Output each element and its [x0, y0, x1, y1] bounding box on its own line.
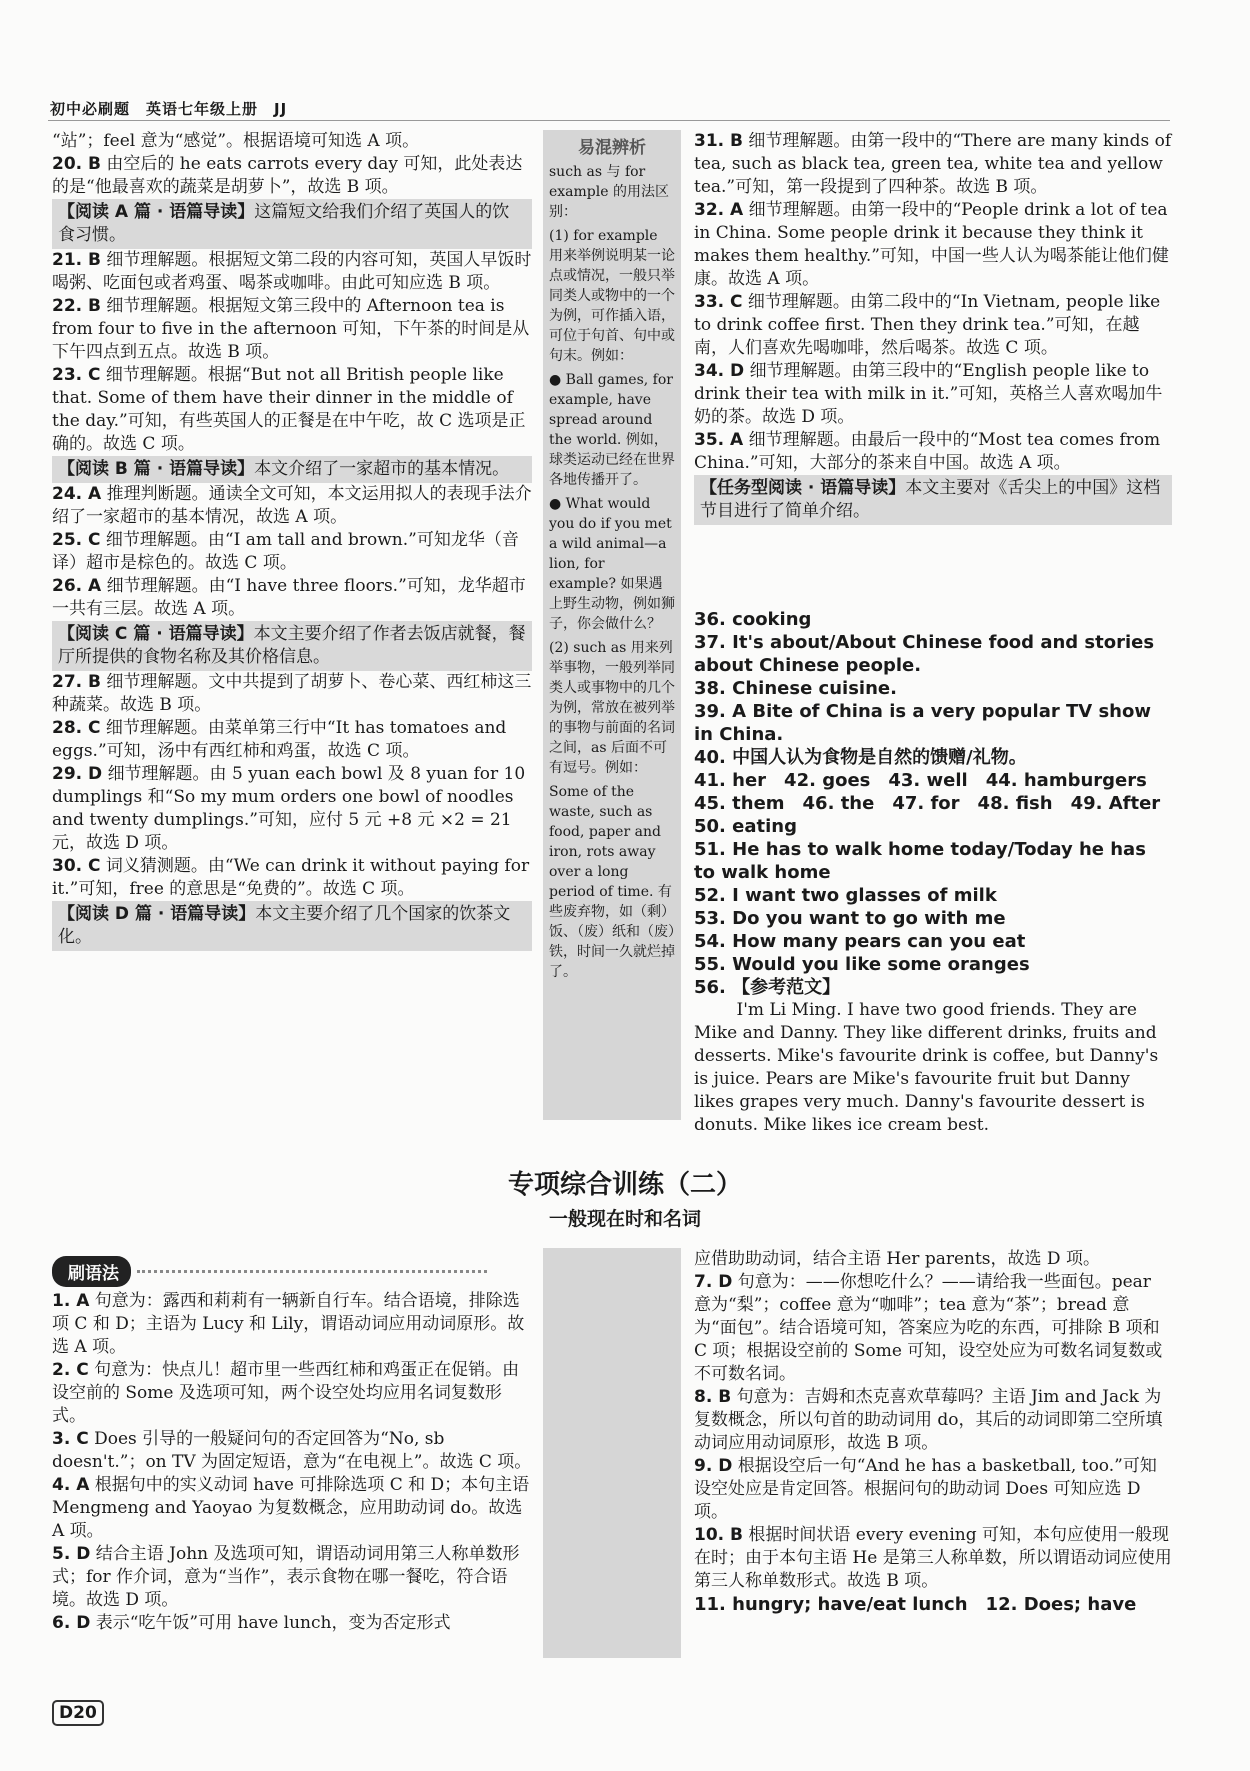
passage-guide	[52, 199, 532, 249]
answer-number: 25. C	[52, 530, 101, 550]
fill-answers	[694, 608, 1172, 1137]
badge-divider	[137, 1270, 487, 1273]
answer-item	[52, 1290, 532, 1359]
answer-number: 33. C	[694, 292, 743, 312]
sidebar-note	[543, 130, 681, 1120]
right-column-top	[694, 130, 1172, 525]
answer-item	[694, 360, 1172, 429]
answer-item	[52, 153, 532, 199]
answer-number: 30. C	[52, 856, 101, 876]
answer-number: 27. B	[52, 672, 101, 692]
sidebar-paragraph: ● Ball games, for example, have spread around the world. 例如，球类运动已经在世界各地传播开了。	[549, 372, 675, 488]
answer-number: 34. D	[694, 361, 745, 381]
guide-label: 【阅读 C 篇 · 语篇导读】	[58, 624, 254, 644]
fill-answer: 55. Would you like some oranges	[694, 954, 1030, 975]
sidebar-paragraph: ● What would you do if you met a wild animal—a lion, for example? 如果遇上野生动物，例如狮子，你会做什么？	[549, 496, 675, 632]
fill-answer: 56. 【参考范文】	[694, 977, 841, 998]
answer-item	[52, 1428, 532, 1474]
fill-answer-last: 11. hungry; have/eat lunch 12. Does; have	[694, 1594, 1137, 1615]
fill-answer: 54. How many pears can you eat	[694, 931, 1026, 952]
answer-text: 细节理解题。文中共提到了胡萝卜、卷心菜、西红柿这三种蔬菜。故选 B 项。	[52, 672, 532, 715]
guide-label: 【阅读 B 篇 · 语篇导读】	[58, 459, 255, 479]
answer-text: Does 引导的一般疑问句的否定回答为“No, sb doesn't.”；on TV 为固定短语，意为“在电视上”。故选 C 项。	[52, 1429, 532, 1472]
answer-text: 句意为：——你想吃什么？——请给我一些面包。pear 意为“梨”；coffee 意为“咖啡”；tea 意为“茶”；bread 意为“面包”。结合语境可知，答案应为吃的东西，可排除 B 项和 C 项；根据设空前的 Some 可知，设空处应为可数名词复数或不可数名词。	[694, 1272, 1163, 1384]
answer-text: 细节理解题。由第一段中的“People drink a lot of tea in China. Some people drink it because they think it makes them healthy.”可知，中国一些人认为喝茶能让他们健康。故选 A 项。	[694, 200, 1169, 289]
left-column-top	[52, 130, 532, 951]
answer-item	[694, 1248, 1172, 1271]
answer-text: “站”；feel 意为“感觉”。根据语境可知选 A 项。	[52, 131, 420, 151]
right-column-bottom	[694, 1248, 1172, 1616]
answer-item	[52, 364, 532, 456]
answer-item	[52, 855, 532, 901]
left-column-bottom	[52, 1290, 532, 1635]
answer-number: 35. A	[694, 430, 744, 450]
answer-item	[52, 529, 532, 575]
answer-text: 这篇短文给我们介绍了英国人的饮食习惯。	[58, 202, 510, 245]
passage-guide	[52, 621, 532, 671]
answer-number: 29. D	[52, 764, 103, 784]
answer-text: 细节理解题。由“I am tall and brown.”可知龙华（音译）超市是棕色的。故选 C 项。	[52, 530, 519, 573]
sidebar-blank	[543, 1248, 681, 1658]
sidebar-paragraph: such as 与 for example 的用法区别：	[549, 164, 669, 220]
answer-number: 31. B	[694, 131, 743, 151]
answer-number: 7. D	[694, 1272, 733, 1292]
answer-text: 细节理解题。由第二段中的“In Vietnam, people like to drink coffee first. Then they drink tea.”可知，在越南，人们喜欢先喝咖啡，然后喝茶。故选 C 项。	[694, 292, 1161, 358]
answer-number: 9. D	[694, 1456, 733, 1476]
answer-text: 应借助助动词，结合主语 Her parents，故选 D 项。	[694, 1249, 1100, 1269]
answer-item	[52, 717, 532, 763]
sidebar-title: 易混辨析	[578, 138, 646, 158]
fill-answer: 40. 中国人认为食物是自然的馈赠/礼物。	[694, 747, 1027, 768]
answer-number: 3. C	[52, 1429, 89, 1449]
essay: I'm Li Ming. I have two good friends. They are Mike and Danny. They like different drinks, fruits and desserts. Mike's favourite drink is coffee, but Danny's is juice. Pears are Mike's favourite fruit but Danny likes grapes very much. Danny's favourite dessert is donuts. Mike likes ice cream best.	[694, 1000, 1159, 1135]
answer-text: 根据设空后一句“And he has a basketball, too.”可知设空处应是肯定回答。根据问句的助动词 Does 可知应选 D 项。	[694, 1456, 1157, 1522]
answer-number: 1. A	[52, 1291, 90, 1311]
answer-text: 由空后的 he eats carrots every day 可知，此处表达的是“他最喜欢的蔬菜是胡萝卜”，故选 B 项。	[52, 154, 523, 197]
answer-text: 推理判断题。通读全文可知，本文运用拟人的表现手法介绍了一家超市的基本情况，故选 A 项。	[52, 484, 532, 527]
answer-number: 2. C	[52, 1360, 89, 1380]
answer-text: 句意为：吉姆和杰克喜欢草莓吗？主语 Jim and Jack 为复数概念，所以句首的助动词用 do，其后的动词即第二空所填动词应用动词原形，故选 B 项。	[694, 1387, 1163, 1453]
answer-item	[694, 291, 1172, 360]
answer-text: 细节理解题。根据“But not all British people like that. Some of them have their dinner in the middle of the day.”可知，有些英国人的正餐是在中午吃，故 C 选项是正确的。故选 C 项。	[52, 365, 526, 454]
fill-answer: 37. It's about/About Chinese food and stories about Chinese people.	[694, 632, 1155, 676]
answer-item	[694, 1524, 1172, 1593]
fill-answer: 39. A Bite of China is a very popular TV show in China.	[694, 701, 1151, 745]
fill-answer: 52. I want two glasses of milk	[694, 885, 997, 906]
answer-item	[694, 1386, 1172, 1455]
answer-item	[694, 199, 1172, 291]
answer-item	[694, 429, 1172, 475]
answer-text: 细节理解题。由 5 yuan each bowl 及 8 yuan for 10 dumplings 和“So my mum orders one bowl of noodles and twenty dumplings.”可知，应付 5 元 +8 元 ×2 = 21 元，故选 D 项。	[52, 764, 526, 853]
section-subtitle: 一般现在时和名词	[548, 1208, 701, 1230]
answer-number: 20. B	[52, 154, 101, 174]
answer-text: 细节理解题。由第一段中的“There are many kinds of tea, such as black tea, green tea, white tea and yellow tea.”可知，第一段提到了四种茶。故选 B 项。	[694, 131, 1172, 197]
grammar-badge	[52, 1256, 487, 1287]
guide-label: 【任务型阅读 · 语篇导读】	[700, 478, 906, 498]
answer-number: 26. A	[52, 576, 102, 596]
answer-text: 本文主要介绍了几个国家的饮茶文化。	[58, 904, 511, 947]
answer-number: 23. C	[52, 365, 101, 385]
answer-item	[52, 483, 532, 529]
sidebar-paragraph: (2) such as 用来列举事物，一般列举同类人或事物中的几个为例，常放在被列举的事物与前面的名词之间，as 后面不可有逗号。例如：	[549, 640, 675, 776]
fill-answer: 38. Chinese cuisine.	[694, 678, 897, 699]
answer-number: 32. A	[694, 200, 744, 220]
answer-item	[52, 575, 532, 621]
page-number: D20	[52, 1700, 104, 1726]
answer-item	[52, 763, 532, 855]
answer-number: 5. D	[52, 1544, 91, 1564]
fill-answer: 36. cooking	[694, 609, 812, 630]
answer-item	[52, 671, 532, 717]
answer-text: 细节理解题。由第三段中的“English people like to drink their tea with milk in it.”可知，英格兰人喜欢喝加牛奶的茶。故选 D 项。	[694, 361, 1163, 427]
sidebar-body	[549, 162, 675, 982]
badge-label: 刷语法	[52, 1256, 131, 1287]
answer-number: 8. B	[694, 1387, 732, 1407]
guide-label: 【阅读 D 篇 · 语篇导读】	[58, 904, 256, 924]
passage-guide	[694, 475, 1172, 525]
answer-number: 21. B	[52, 250, 101, 270]
guide-label: 【阅读 A 篇 · 语篇导读】	[58, 202, 255, 222]
page-header: 初中必刷题 英语七年级上册 JJ	[50, 100, 288, 118]
answer-item	[52, 1612, 532, 1635]
answer-text: 细节理解题。根据短文第三段中的 Afternoon tea is from four to five in the afternoon 可知，下午茶的时间是从下午四点到五点。故选 B 项。	[52, 296, 530, 362]
answer-number: 4. A	[52, 1475, 90, 1495]
answer-text: 句意为：露西和莉莉有一辆新自行车。结合语境，排除选项 C 和 D；主语为 Lucy 和 Lily，谓语动词应用动词原形。故选 A 项。	[52, 1291, 525, 1357]
answer-text: 表示“吃午饭”可用 have lunch，变为否定形式	[95, 1613, 451, 1633]
answer-text: 句意为：快点儿！超市里一些西红柿和鸡蛋正在促销。由设空前的 Some 及选项可知，两个设空处均应用名词复数形式。	[52, 1360, 520, 1426]
answer-item	[694, 1455, 1172, 1524]
fill-answer: 51. He has to walk home today/Today he has to walk home	[694, 839, 1146, 883]
passage-guide	[52, 456, 532, 483]
answer-item	[694, 1271, 1172, 1386]
answer-text: 细节理解题。由最后一段中的“Most tea comes from China.”可知，大部分的茶来自中国。故选 A 项。	[694, 430, 1161, 473]
sidebar-paragraph: (1) for example 用来举例说明某一论点或情况，一般只举同类人或物中的一个为例，可作插入语，可位于句首、句中或句末。例如：	[549, 228, 675, 364]
fill-answer: 45. them 46. the 47. for 48. fish 49. After	[694, 793, 1161, 814]
answer-text: 本文主要对《舌尖上的中国》这档节目进行了简单介绍。	[700, 478, 1161, 521]
answer-text: 细节理解题。由菜单第三行中“It has tomatoes and eggs.”可知，汤中有西红柿和鸡蛋，故选 C 项。	[52, 718, 507, 761]
answer-text: 细节理解题。根据短文第二段的内容可知，英国人早饭时喝粥、吃面包或者鸡蛋、喝茶或咖啡。由此可知应选 B 项。	[52, 250, 532, 293]
header-divider	[48, 120, 1170, 121]
answer-number: 24. A	[52, 484, 102, 504]
fill-answer: 50. eating	[694, 816, 797, 837]
sidebar-paragraph: Some of the waste, such as food, paper and iron, rots away over a long period of time. 有些废弃物，如（剩）饭、（废）纸和（废）铁，时间一久就烂掉了。	[549, 784, 675, 980]
section-title: 专项综合训练（二）	[507, 1170, 742, 1200]
answer-item	[52, 130, 532, 153]
answer-text: 根据时间状语 every evening 可知，本句应使用一般现在时；由于本句主语 He 是第三人称单数，所以谓语动词应使用第三人称单数形式。故选 B 项。	[694, 1525, 1172, 1591]
passage-guide	[52, 901, 532, 951]
answer-number: 22. B	[52, 296, 101, 316]
fill-answer: 53. Do you want to go with me	[694, 908, 1006, 929]
answer-text: 根据句中的实义动词 have 可排除选项 C 和 D；本句主语 Mengmeng and Yaoyao 为复数概念，应用助动词 do。故选 A 项。	[52, 1475, 530, 1541]
answer-text: 本文主要介绍了作者去饭店就餐，餐厅所提供的食物名称及其价格信息。	[58, 624, 526, 667]
answer-text: 词义猜测题。由“We can drink it without paying for it.”可知，free 的意思是“免费的”。故选 C 项。	[52, 856, 530, 899]
answer-number: 28. C	[52, 718, 101, 738]
answer-item	[694, 130, 1172, 199]
answer-item	[52, 249, 532, 295]
answer-item	[52, 295, 532, 364]
answer-item	[52, 1474, 532, 1543]
answer-item	[52, 1543, 532, 1612]
fill-answer: 41. her 42. goes 43. well 44. hamburgers	[694, 770, 1147, 791]
answer-text: 结合主语 John 及选项可知，谓语动词用第三人称单数形式；for 作介词，意为“当作”，表示食物在哪一餐吃，符合语境。故选 D 项。	[52, 1544, 520, 1610]
answer-number: 6. D	[52, 1613, 91, 1633]
answer-number: 10. B	[694, 1525, 743, 1545]
answer-text: 细节理解题。由“I have three floors.”可知，龙华超市一共有三层。故选 A 项。	[52, 576, 526, 619]
answer-item	[52, 1359, 532, 1428]
answer-text: 本文介绍了一家超市的基本情况。	[254, 459, 510, 479]
